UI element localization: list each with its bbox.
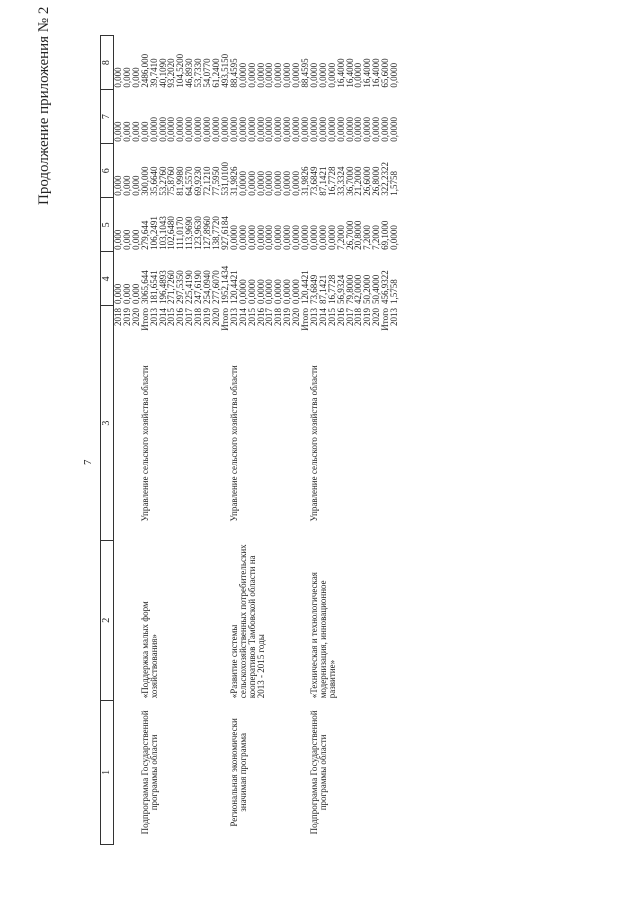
year-cell: 2020: [291, 307, 302, 326]
value-cell: 69,9230: [193, 166, 204, 196]
year-cell: 2016: [255, 307, 266, 326]
value-cell: 0,0000: [317, 225, 328, 250]
value-cell: 0,0000: [264, 225, 275, 250]
value-cell: 73,6849: [308, 166, 319, 196]
value-cell: 0,000: [139, 121, 150, 142]
column-header-2: 2: [101, 540, 114, 700]
value-cell: 50,4000: [371, 274, 382, 304]
value-cell: 0,0000: [228, 225, 239, 250]
value-cell: 0,000: [113, 229, 123, 250]
value-cell: 0,0000: [273, 171, 284, 196]
empty-cell: [114, 347, 123, 541]
year-cell: 2018: [353, 307, 364, 326]
value-cell: 0,0000: [210, 116, 221, 142]
empty-cell: [123, 540, 132, 700]
empty-cell: [123, 347, 132, 541]
column-header-6: 6: [101, 144, 114, 198]
value-cell: 196,4893: [157, 270, 168, 304]
year-cell: Итого: [219, 307, 230, 331]
value-cell: 16,4000: [362, 58, 373, 88]
value-cell: 0,0000: [219, 116, 230, 142]
value-cell: 0,0000: [246, 171, 257, 196]
value-cell: 72,1210: [202, 166, 213, 196]
value-cell: 0,0000: [237, 279, 248, 304]
value-cell: 111,0170: [175, 216, 186, 250]
empty-cell: [114, 540, 123, 700]
year-cell: 2014: [317, 307, 328, 326]
value-cell: 0,0000: [264, 62, 275, 88]
value-cell: 0,0000: [166, 116, 177, 142]
value-cell: 0,0000: [317, 116, 328, 142]
value-cell: 46,8930: [184, 58, 195, 88]
value-cell: 42,0000: [353, 274, 364, 304]
value-cell: 81,9980: [175, 166, 186, 196]
value-cell: 65,6000: [380, 58, 391, 88]
value-cell: 36,7000: [344, 166, 355, 196]
value-cell: 0,0000: [228, 116, 239, 142]
year-cell: 2019: [282, 307, 293, 326]
value-cell: 54,0770: [202, 58, 213, 88]
year-cell: 2016: [335, 307, 346, 326]
value-cell: 279,644: [139, 220, 150, 250]
value-cell: 50,2000: [362, 274, 373, 304]
year-cell: 2019: [121, 307, 132, 326]
value-cell: 16,7728: [326, 274, 337, 304]
value-cell: 0,0000: [264, 116, 275, 142]
table-row: [123, 36, 132, 845]
value-cell: 300,000: [139, 166, 150, 196]
value-cell: 0,0000: [300, 225, 311, 250]
value-cell: 35,6640: [148, 166, 159, 196]
year-cell: 2013: [228, 307, 239, 326]
empty-cell: [390, 540, 399, 700]
value-cell: 21,2000: [353, 166, 364, 196]
value-cell: 0,0000: [291, 279, 302, 304]
year-cell: 2020: [130, 307, 141, 326]
value-cell: 531,0100: [219, 162, 230, 196]
value-cell: 7,2000: [335, 225, 346, 250]
table-row: [310, 36, 319, 845]
table-row: [230, 36, 239, 845]
year-cell: Итого: [300, 307, 311, 331]
value-cell: 53,7330: [193, 58, 204, 88]
header-row: [101, 36, 114, 845]
empty-cell: [123, 700, 132, 844]
value-cell: 0,0000: [255, 62, 266, 88]
value-cell: 0,000: [121, 229, 132, 250]
value-cell: 0,0000: [237, 225, 248, 250]
value-cell: 26,7000: [344, 220, 355, 250]
table-row: [114, 36, 123, 845]
value-cell: 493,5150: [219, 53, 230, 88]
value-cell: 0,0000: [255, 116, 266, 142]
value-cell: 0,000: [113, 175, 123, 196]
value-cell: 0,000: [121, 283, 132, 304]
value-cell: 16,7728: [326, 166, 337, 196]
value-cell: 0,0000: [389, 62, 400, 88]
program-type-cell: Подпрограмма Государственной программы области: [139, 710, 159, 835]
value-cell: 0,0000: [308, 116, 319, 142]
program-name-cell: «Развитие системы сельскохозяйственных потребительских кооперативов Тамбовской области на 2013 - 2015 годы: [228, 544, 266, 699]
table-row: [390, 36, 399, 845]
value-cell: 0,0000: [282, 62, 293, 88]
year-cell: 2013: [389, 307, 400, 326]
value-cell: 0,0000: [317, 62, 328, 88]
value-cell: 0,0000: [308, 62, 319, 88]
budget-table: [100, 35, 399, 845]
value-cell: 0,000: [121, 67, 132, 88]
executor-cell: Управление сельского хозяйства области: [228, 365, 239, 522]
year-cell: 2020: [210, 307, 221, 326]
value-cell: 0,000: [130, 283, 141, 304]
value-cell: 64,5570: [184, 166, 195, 196]
value-cell: 120,4421: [300, 270, 311, 304]
year-cell: 2017: [344, 307, 355, 326]
value-cell: 0,0000: [157, 116, 168, 142]
program-name-cell: «Техническая и технологическая модернизация, инновационное развитие»: [308, 572, 337, 699]
value-cell: 0,0000: [246, 225, 257, 250]
value-cell: 0,0000: [273, 62, 284, 88]
value-cell: 88,4595: [300, 58, 311, 88]
column-header-8: 8: [101, 36, 114, 90]
value-cell: 31,9826: [300, 166, 311, 196]
value-cell: 73,6849: [308, 274, 319, 304]
value-cell: 254,0940: [202, 270, 213, 304]
value-cell: 225,4190: [184, 270, 195, 304]
value-cell: 0,0000: [282, 279, 293, 304]
value-cell: 0,0000: [308, 225, 319, 250]
table-row: [141, 36, 150, 845]
value-cell: 0,0000: [237, 116, 248, 142]
value-cell: 0,0000: [353, 62, 364, 88]
value-cell: 26,6000: [362, 166, 373, 196]
year-cell: 2020: [371, 307, 382, 326]
value-cell: 0,000: [113, 67, 123, 88]
value-cell: 0,0000: [300, 116, 311, 142]
value-cell: 1,5758: [389, 171, 400, 196]
empty-cell: [114, 700, 123, 844]
page-number: 7: [82, 459, 94, 465]
program-type-cell: Региональная экономически значимая программа: [228, 718, 248, 827]
year-cell: 2018: [113, 307, 123, 326]
value-cell: 0,000: [113, 283, 123, 304]
value-cell: 79,8000: [344, 274, 355, 304]
value-cell: 0,0000: [291, 225, 302, 250]
value-cell: 16,4000: [344, 58, 355, 88]
value-cell: 0,0000: [380, 116, 391, 142]
value-cell: 247,6190: [193, 270, 204, 304]
annex-title: Продолжение приложения № 2: [36, 6, 52, 205]
value-cell: 0,0000: [353, 116, 364, 142]
value-cell: 69,1000: [380, 220, 391, 250]
value-cell: 61,2400: [210, 58, 221, 88]
value-cell: 0,000: [121, 175, 132, 196]
value-cell: 0,0000: [282, 171, 293, 196]
value-cell: 33,3324: [335, 166, 346, 196]
executor-cell: Управление сельского хозяйства области: [308, 365, 319, 522]
value-cell: 0,0000: [246, 116, 257, 142]
year-cell: Итого: [380, 307, 391, 331]
value-cell: 88,4595: [228, 58, 239, 88]
year-cell: 2016: [175, 307, 186, 326]
value-cell: 0,0000: [389, 116, 400, 142]
value-cell: 0,0000: [291, 116, 302, 142]
value-cell: 1,5758: [389, 279, 400, 304]
value-cell: 104,5200: [175, 53, 186, 88]
value-cell: 2486,000: [139, 53, 150, 88]
value-cell: 0,0000: [246, 279, 257, 304]
value-cell: 0,000: [130, 121, 141, 142]
value-cell: 77,5950: [210, 166, 221, 196]
value-cell: 0,0000: [255, 171, 266, 196]
value-cell: 0,0000: [282, 225, 293, 250]
value-cell: 0,0000: [335, 116, 346, 142]
value-cell: 456,9322: [380, 270, 391, 304]
value-cell: 1952,1434: [219, 265, 230, 304]
value-cell: 271,7260: [166, 270, 177, 304]
column-header-5: 5: [101, 198, 114, 252]
value-cell: 0,000: [121, 121, 132, 142]
value-cell: 0,0000: [264, 279, 275, 304]
value-cell: 0,0000: [202, 116, 213, 142]
value-cell: 113,9690: [184, 216, 195, 250]
year-cell: 2019: [202, 307, 213, 326]
value-cell: 103,1043: [157, 216, 168, 250]
year-cell: 2014: [237, 307, 248, 326]
year-cell: 2019: [362, 307, 373, 326]
value-cell: 93,2020: [166, 58, 177, 88]
value-cell: 0,000: [130, 67, 141, 88]
table-body: [114, 36, 400, 845]
executor-cell: Управление сельского хозяйства области: [139, 365, 150, 522]
value-cell: 127,8960: [202, 216, 213, 250]
value-cell: 7,2000: [371, 225, 382, 250]
value-cell: 3065,644: [139, 270, 150, 304]
column-header-1: 1: [101, 700, 114, 844]
value-cell: 0,0000: [291, 171, 302, 196]
value-cell: 20,8000: [353, 220, 364, 250]
year-cell: 2015: [326, 307, 337, 326]
value-cell: 0,0000: [175, 116, 186, 142]
value-cell: 0,0000: [246, 62, 257, 88]
value-cell: 123,9630: [193, 216, 204, 250]
value-cell: 0,0000: [237, 171, 248, 196]
value-cell: 16,4000: [371, 58, 382, 88]
value-cell: 0,0000: [389, 225, 400, 250]
value-cell: 87,1421: [317, 166, 328, 196]
value-cell: 0,0000: [273, 116, 284, 142]
year-cell: 2014: [157, 307, 168, 326]
value-cell: 0,000: [113, 121, 123, 142]
value-cell: 138,7720: [210, 216, 221, 250]
value-cell: 31,9826: [228, 166, 239, 196]
value-cell: 0,0000: [326, 225, 337, 250]
year-cell: 2018: [193, 307, 204, 326]
empty-cell: [390, 700, 399, 844]
year-cell: 2018: [273, 307, 284, 326]
value-cell: 277,6070: [210, 270, 221, 304]
program-type-cell: Подпрограмма Государственной программы области: [308, 710, 328, 835]
column-header-4: 4: [101, 252, 114, 306]
program-name-cell: «Поддержка малых форм хозяйствования»: [139, 601, 159, 699]
year-cell: Итого: [139, 307, 150, 331]
value-cell: 0,0000: [255, 279, 266, 304]
value-cell: 75,8760: [166, 166, 177, 196]
value-cell: 0,0000: [148, 116, 159, 142]
value-cell: 927,6184: [219, 216, 230, 250]
value-cell: 56,9324: [335, 274, 346, 304]
value-cell: 0,000: [130, 229, 141, 250]
value-cell: 40,1090: [157, 58, 168, 88]
value-cell: 0,0000: [193, 116, 204, 142]
year-cell: 2015: [166, 307, 177, 326]
column-header-3: 3: [101, 306, 114, 540]
value-cell: 106,2491: [148, 216, 159, 250]
value-cell: 0,0000: [371, 116, 382, 142]
year-cell: 2013: [308, 307, 319, 326]
year-cell: 2013: [148, 307, 159, 326]
value-cell: 53,2760: [157, 166, 168, 196]
value-cell: 16,4000: [335, 58, 346, 88]
empty-cell: [390, 347, 399, 541]
value-cell: 0,0000: [282, 116, 293, 142]
column-header-7: 7: [101, 90, 114, 144]
value-cell: 0,0000: [362, 116, 373, 142]
value-cell: 87,1421: [317, 274, 328, 304]
value-cell: 297,5350: [175, 270, 186, 304]
value-cell: 0,0000: [326, 62, 337, 88]
value-cell: 120,4421: [228, 270, 239, 304]
value-cell: 322,2322: [380, 162, 391, 196]
value-cell: 0,0000: [344, 116, 355, 142]
year-cell: 2017: [184, 307, 195, 326]
year-cell: 2015: [246, 307, 257, 326]
value-cell: 0,0000: [255, 225, 266, 250]
value-cell: 0,000: [130, 175, 141, 196]
value-cell: 0,0000: [273, 279, 284, 304]
value-cell: 7,2000: [362, 225, 373, 250]
value-cell: 102,6480: [166, 216, 177, 250]
value-cell: 0,0000: [264, 171, 275, 196]
value-cell: 39,7410: [148, 58, 159, 88]
value-cell: 0,0000: [273, 225, 284, 250]
value-cell: 0,0000: [184, 116, 195, 142]
value-cell: 26,8000: [371, 166, 382, 196]
value-cell: 0,0000: [291, 62, 302, 88]
value-cell: 0,0000: [237, 62, 248, 88]
value-cell: 0,0000: [326, 116, 337, 142]
value-cell: 181,6541: [148, 270, 159, 304]
year-cell: 2017: [264, 307, 275, 326]
